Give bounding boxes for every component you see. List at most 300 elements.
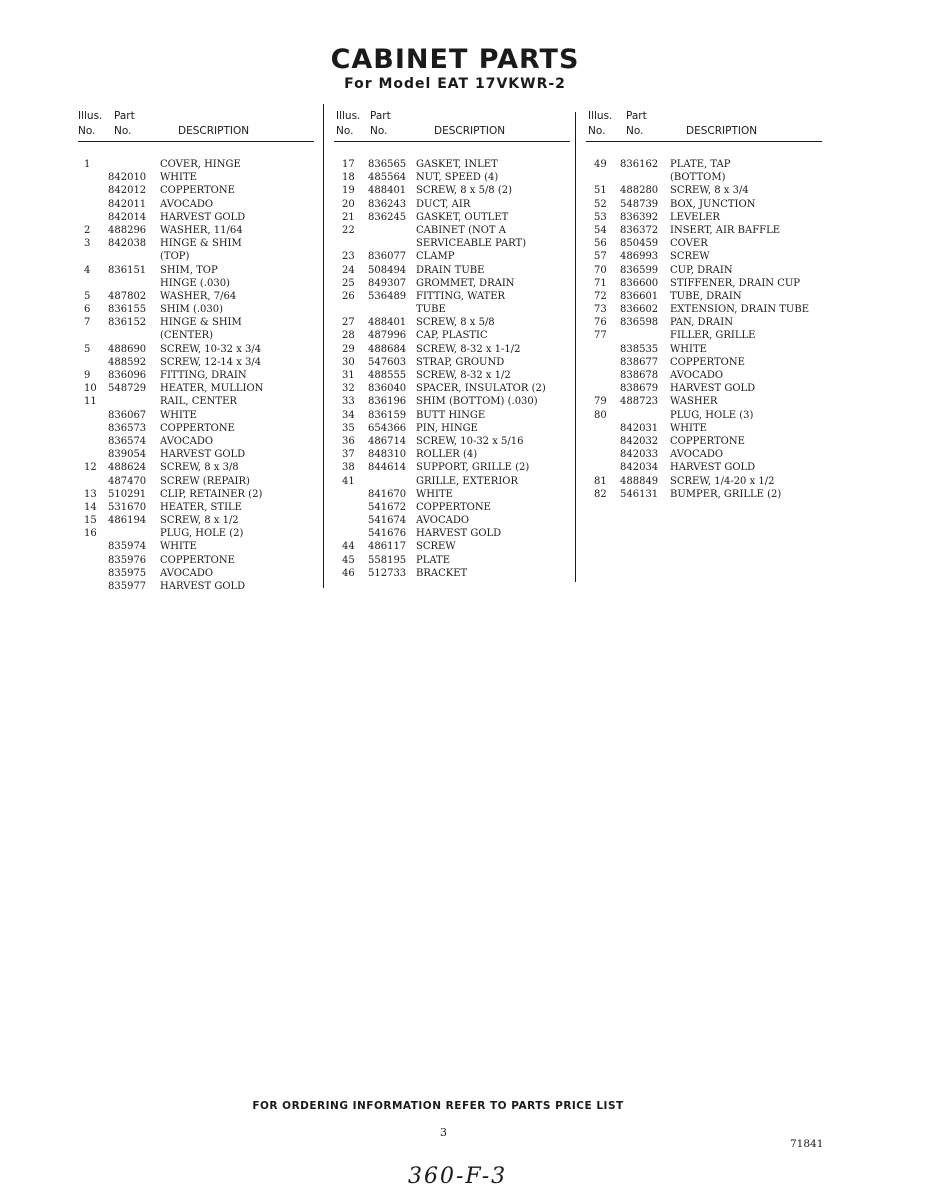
illus-number: 1	[84, 159, 91, 170]
part-description: CLIP, RETAINER (2)	[160, 488, 263, 500]
part-description: PLUG, HOLE (3)	[670, 409, 754, 421]
parts-row	[334, 290, 570, 303]
part-description: TUBE	[416, 304, 446, 316]
parts-row	[586, 277, 822, 290]
part-number: 541672	[368, 501, 407, 513]
parts-row	[334, 198, 570, 211]
part-number: 849307	[368, 277, 407, 289]
parts-row	[586, 290, 822, 303]
parts-row	[586, 264, 822, 277]
illus-number: 6	[84, 304, 91, 316]
parts-row	[78, 422, 314, 435]
parts-row	[334, 277, 570, 290]
illus-number: 5	[84, 343, 91, 355]
part-description: SHIM, TOP	[160, 264, 218, 276]
parts-row	[78, 409, 314, 422]
part-description: (CENTER)	[160, 330, 214, 342]
illus-number: 51	[594, 185, 607, 197]
parts-row	[586, 435, 822, 448]
part-number: 836601	[620, 290, 659, 302]
part-description: BUMPER, GRILLE (2)	[670, 488, 782, 500]
part-number: 536489	[368, 290, 407, 302]
part-description: PLATE, TAP	[670, 159, 731, 170]
illus-number: 20	[342, 198, 355, 210]
illus-number: 73	[594, 304, 607, 316]
illus-number: 38	[342, 462, 355, 474]
parts-row	[334, 303, 570, 316]
part-description: COPPERTONE	[160, 422, 235, 434]
part-number: 835977	[108, 581, 147, 592]
parts-row	[78, 184, 314, 197]
part-description: PIN, HINGE	[416, 422, 478, 434]
header-illus-no: No.	[336, 125, 354, 137]
ordering-footer: FOR ORDERING INFORMATION REFER TO PARTS PRICE LIST	[252, 1100, 624, 1112]
part-description: HARVEST GOLD	[416, 528, 502, 540]
illus-number: 53	[594, 211, 607, 223]
parts-row	[586, 303, 822, 316]
parts-row	[586, 329, 822, 342]
header-rule	[334, 141, 570, 142]
part-description: SCREW, 12-14 x 3/4	[160, 356, 262, 368]
part-description: DUCT, AIR	[416, 198, 471, 210]
parts-row	[78, 343, 314, 356]
part-description: DRAIN TUBE	[416, 264, 485, 276]
parts-row	[78, 475, 314, 488]
illus-number: 45	[342, 554, 355, 566]
column-header	[334, 108, 570, 142]
parts-row	[586, 184, 822, 197]
part-description: EXTENSION, DRAIN TUBE	[670, 304, 809, 316]
part-number: 836151	[108, 264, 147, 276]
parts-row	[78, 527, 314, 540]
parts-row	[78, 580, 314, 593]
part-description: FILLER, GRILLE	[670, 330, 756, 342]
parts-row	[78, 514, 314, 527]
part-description: PLATE	[416, 554, 451, 566]
part-number: 835976	[108, 554, 147, 566]
part-description: COPPERTONE	[670, 356, 745, 368]
part-description: GASKET, INLET	[416, 159, 498, 170]
parts-row	[78, 277, 314, 290]
part-description: SCREW, 8 x 5/8 (2)	[416, 185, 513, 197]
part-number: 850459	[620, 238, 659, 250]
column-divider-2	[575, 112, 576, 582]
part-description: SCREW	[670, 251, 710, 263]
parts-row	[78, 554, 314, 567]
parts-row	[78, 448, 314, 461]
part-description: HINGE & SHIM	[160, 317, 242, 329]
parts-row	[334, 395, 570, 408]
parts-row	[586, 382, 822, 395]
illus-number: 5	[84, 290, 91, 302]
part-number: 836162	[620, 159, 659, 170]
parts-row	[586, 448, 822, 461]
part-number: 842012	[108, 185, 147, 197]
part-description: COVER, HINGE	[160, 159, 241, 170]
document-code: 71841	[790, 1138, 824, 1150]
illus-number: 3	[84, 238, 91, 250]
header-rule	[586, 141, 822, 142]
illus-number: 21	[342, 211, 355, 223]
part-number: 838677	[620, 356, 659, 368]
part-number: 842034	[620, 462, 659, 474]
parts-row	[78, 198, 314, 211]
header-illus-label: Illus.	[78, 110, 103, 122]
parts-row	[78, 211, 314, 224]
parts-row	[334, 250, 570, 263]
header-description: DESCRIPTION	[178, 125, 250, 137]
parts-row	[586, 461, 822, 474]
header-part-no: No.	[626, 125, 644, 137]
part-description: WASHER, 7/64	[160, 290, 237, 302]
part-number: 836243	[368, 198, 407, 210]
illus-number: 44	[342, 541, 355, 553]
parts-row	[78, 158, 314, 171]
parts-row	[586, 369, 822, 382]
part-description: (TOP)	[160, 251, 190, 263]
parts-row	[334, 501, 570, 514]
parts-row	[334, 554, 570, 567]
parts-row	[334, 409, 570, 422]
part-number: 836245	[368, 211, 407, 223]
parts-row	[586, 475, 822, 488]
part-description: SHIM (BOTTOM) (.030)	[416, 396, 538, 408]
illus-number: 25	[342, 277, 355, 289]
parts-row	[334, 211, 570, 224]
parts-row	[334, 461, 570, 474]
part-number: 486194	[108, 515, 147, 527]
illus-number: 2	[84, 224, 91, 236]
part-description: WASHER	[670, 396, 718, 408]
part-number: 510291	[108, 488, 147, 500]
part-description: BOX, JUNCTION	[670, 198, 756, 210]
part-number: 836096	[108, 370, 147, 381]
part-number: 842010	[108, 172, 147, 184]
part-description: HARVEST GOLD	[670, 462, 756, 474]
parts-row	[334, 329, 570, 342]
part-number: 836155	[108, 304, 147, 316]
illus-number: 4	[84, 264, 91, 276]
illus-number: 31	[342, 370, 355, 381]
part-description: GROMMET, DRAIN	[416, 277, 515, 289]
parts-row	[334, 316, 570, 329]
parts-row	[78, 303, 314, 316]
column-header	[78, 108, 314, 142]
illus-number: 46	[342, 567, 355, 579]
part-number: 546131	[620, 488, 659, 500]
part-description: CABINET (NOT A	[416, 224, 506, 236]
part-number: 835974	[108, 541, 147, 553]
page-subtitle: For Model EAT 17VKWR-2	[344, 76, 566, 92]
parts-column-1	[78, 108, 314, 593]
part-description: SCREW, 8 x 5/8	[416, 317, 495, 329]
header-description: DESCRIPTION	[434, 125, 506, 137]
header-rule	[78, 141, 314, 142]
part-number: 836574	[108, 435, 147, 447]
parts-row	[586, 237, 822, 250]
illus-number: 49	[594, 159, 607, 170]
parts-row	[334, 224, 570, 237]
parts-row	[586, 316, 822, 329]
part-description: HINGE & SHIM	[160, 238, 242, 250]
illus-number: 14	[84, 501, 97, 513]
parts-row	[78, 435, 314, 448]
illus-number: 18	[342, 172, 355, 184]
parts-row	[586, 224, 822, 237]
part-number: 839054	[108, 449, 147, 461]
header-part-no: No.	[370, 125, 388, 137]
part-description: SCREW, 8-32 x 1-1/2	[416, 343, 521, 355]
part-number: 487470	[108, 475, 147, 487]
part-number: 488690	[108, 343, 147, 355]
illus-number: 80	[594, 409, 607, 421]
parts-row	[78, 540, 314, 553]
part-number: 836600	[620, 277, 659, 289]
parts-row	[586, 211, 822, 224]
part-description: SCREW, 8 x 1/2	[160, 515, 239, 527]
parts-row	[334, 540, 570, 553]
part-number: 836573	[108, 422, 147, 434]
part-description: WHITE	[416, 488, 453, 500]
part-number: 547603	[368, 356, 407, 368]
part-number: 487996	[368, 330, 407, 342]
parts-row	[586, 198, 822, 211]
part-description: NUT, SPEED (4)	[416, 172, 499, 184]
part-description: STRAP, GROUND	[416, 356, 505, 368]
part-description: HARVEST GOLD	[160, 211, 246, 223]
illus-number: 34	[342, 409, 355, 421]
part-description: HARVEST GOLD	[670, 383, 756, 395]
parts-row	[586, 488, 822, 501]
parts-row	[334, 448, 570, 461]
part-description: HEATER, MULLION	[160, 383, 264, 395]
illus-number: 12	[84, 462, 97, 474]
part-description: WHITE	[160, 409, 197, 421]
part-description: AVOCADO	[160, 198, 214, 210]
part-number: 487802	[108, 290, 147, 302]
illus-number: 9	[84, 370, 91, 381]
part-description: COPPERTONE	[160, 185, 235, 197]
illus-number: 79	[594, 396, 607, 408]
part-number: 548729	[108, 383, 147, 395]
part-description: AVOCADO	[670, 370, 724, 381]
part-description: COPPERTONE	[416, 501, 491, 513]
part-description: PAN, DRAIN	[670, 317, 733, 329]
illus-number: 77	[594, 330, 607, 342]
part-description: SHIM (.030)	[160, 304, 224, 316]
part-description: AVOCADO	[160, 435, 214, 447]
parts-row	[78, 250, 314, 263]
parts-row	[586, 171, 822, 184]
part-description: SERVICEABLE PART)	[416, 238, 527, 250]
parts-row	[78, 382, 314, 395]
part-description: SUPPORT, GRILLE (2)	[416, 462, 530, 474]
page-title: CABINET PARTS	[330, 44, 580, 75]
part-number: 836565	[368, 159, 407, 170]
parts-column-2	[334, 108, 570, 580]
illus-number: 29	[342, 343, 355, 355]
header-illus-no: No.	[78, 125, 96, 137]
header-description: DESCRIPTION	[686, 125, 758, 137]
part-number: 488401	[368, 317, 407, 329]
parts-row	[78, 369, 314, 382]
illus-number: 56	[594, 238, 607, 250]
part-description: BUTT HINGE	[416, 409, 486, 421]
part-description: AVOCADO	[160, 567, 214, 579]
part-description: HEATER, STILE	[160, 501, 242, 513]
illus-number: 26	[342, 290, 355, 302]
illus-number: 33	[342, 396, 355, 408]
part-description: ROLLER (4)	[416, 449, 478, 461]
part-description: AVOCADO	[416, 515, 470, 527]
part-description: SCREW, 10-32 x 3/4	[160, 343, 262, 355]
part-description: WHITE	[670, 422, 707, 434]
header-illus-label: Illus.	[336, 110, 361, 122]
illus-number: 13	[84, 488, 97, 500]
parts-row	[334, 343, 570, 356]
parts-row	[78, 290, 314, 303]
illus-number: 7	[84, 317, 91, 329]
parts-row	[78, 395, 314, 408]
part-number: 836196	[368, 396, 407, 408]
part-number: 842011	[108, 198, 147, 210]
part-number: 836392	[620, 211, 659, 223]
part-description: PLUG, HOLE (2)	[160, 528, 244, 540]
part-description: GRILLE, EXTERIOR	[416, 475, 519, 487]
illus-number: 36	[342, 435, 355, 447]
illus-number: 54	[594, 224, 607, 236]
part-description: COPPERTONE	[670, 435, 745, 447]
parts-row	[334, 488, 570, 501]
illus-number: 30	[342, 356, 355, 368]
part-description: AVOCADO	[670, 449, 724, 461]
illus-number: 82	[594, 488, 607, 500]
part-number: 836067	[108, 409, 147, 421]
part-number: 842038	[108, 238, 147, 250]
part-description: LEVELER	[670, 211, 720, 223]
parts-row	[334, 158, 570, 171]
parts-row	[78, 501, 314, 514]
part-number: 488723	[620, 396, 659, 408]
part-number: 836602	[620, 304, 659, 316]
part-description: SCREW, 1/4-20 x 1/2	[670, 475, 775, 487]
part-number: 488684	[368, 343, 407, 355]
parts-row	[586, 422, 822, 435]
part-description: HINGE (.030)	[160, 277, 230, 289]
page-number: 3	[440, 1126, 447, 1139]
part-number: 836040	[368, 383, 407, 395]
illus-number: 17	[342, 159, 355, 170]
part-number: 841670	[368, 488, 407, 500]
part-number: 836077	[368, 251, 407, 263]
parts-row	[586, 250, 822, 263]
part-number: 486117	[368, 541, 407, 553]
part-description: STIFFENER, DRAIN CUP	[670, 277, 801, 289]
illus-number: 72	[594, 290, 607, 302]
part-number: 508494	[368, 264, 407, 276]
part-description: WHITE	[670, 343, 707, 355]
part-number: 488555	[368, 370, 407, 381]
parts-row	[78, 316, 314, 329]
part-number: 836152	[108, 317, 147, 329]
illus-number: 28	[342, 330, 355, 342]
illus-number: 71	[594, 277, 607, 289]
part-description: SCREW (REPAIR)	[160, 475, 250, 487]
part-number: 512733	[368, 567, 407, 579]
illus-number: 35	[342, 422, 355, 434]
part-description: HARVEST GOLD	[160, 581, 246, 592]
parts-row	[334, 369, 570, 382]
parts-row	[78, 488, 314, 501]
parts-row	[586, 356, 822, 369]
parts-column-3	[586, 108, 822, 501]
illus-number: 32	[342, 383, 355, 395]
parts-row	[78, 567, 314, 580]
part-description: WHITE	[160, 172, 197, 184]
part-description: BRACKET	[416, 567, 468, 579]
part-description: HARVEST GOLD	[160, 449, 246, 461]
part-description: TUBE, DRAIN	[670, 290, 742, 302]
part-number: 541676	[368, 528, 407, 540]
part-description: COVER	[670, 238, 708, 250]
header-illus-label: Illus.	[588, 110, 613, 122]
parts-row	[586, 409, 822, 422]
part-number: 488592	[108, 356, 147, 368]
parts-row	[334, 264, 570, 277]
parts-list	[586, 158, 822, 501]
handwritten-note: 360-F-3	[408, 1164, 508, 1189]
part-description: COPPERTONE	[160, 554, 235, 566]
part-description: SCREW, 8 x 3/8	[160, 462, 239, 474]
part-number: 836598	[620, 317, 659, 329]
part-number: 488624	[108, 462, 147, 474]
parts-row	[334, 567, 570, 580]
illus-number: 52	[594, 198, 607, 210]
header-part-label: Part	[114, 110, 135, 122]
part-number: 488280	[620, 185, 659, 197]
parts-row	[334, 435, 570, 448]
header-part-no: No.	[114, 125, 132, 137]
parts-row	[78, 356, 314, 369]
part-number: 838678	[620, 370, 659, 381]
illus-number: 57	[594, 251, 607, 263]
part-description: FITTING, DRAIN	[160, 370, 247, 381]
part-description: SCREW	[416, 541, 456, 553]
part-description: FITTING, WATER	[416, 290, 506, 302]
part-number: 835975	[108, 567, 147, 579]
parts-list	[78, 158, 314, 593]
part-number: 848310	[368, 449, 407, 461]
part-number: 842032	[620, 435, 659, 447]
illus-number: 10	[84, 383, 97, 395]
illus-number: 23	[342, 251, 355, 263]
illus-number: 11	[84, 396, 97, 408]
part-number: 842014	[108, 211, 147, 223]
illus-number: 76	[594, 317, 607, 329]
parts-row	[334, 382, 570, 395]
parts-row	[78, 264, 314, 277]
illus-number: 24	[342, 264, 355, 276]
parts-row	[78, 224, 314, 237]
header-illus-no: No.	[588, 125, 606, 137]
part-number: 838679	[620, 383, 659, 395]
parts-row	[586, 343, 822, 356]
part-number: 541674	[368, 515, 407, 527]
part-description: CLAMP	[416, 251, 455, 263]
parts-list	[334, 158, 570, 580]
illus-number: 16	[84, 528, 97, 540]
part-number: 488296	[108, 224, 147, 236]
